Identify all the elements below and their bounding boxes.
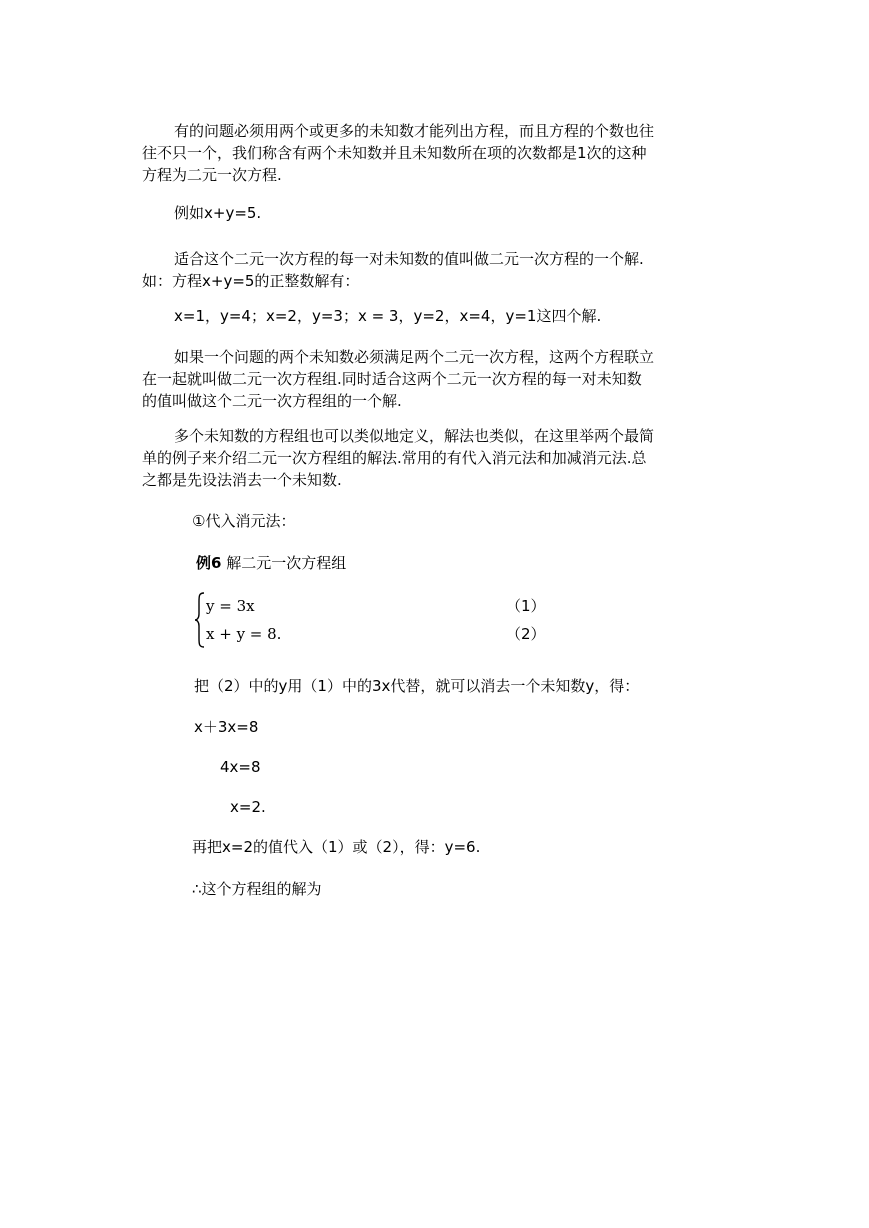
working-line-1: x＋3x=8	[194, 718, 259, 736]
paragraph-line: 如：方程x+y=5的正整数解有：	[142, 272, 360, 290]
conclusion-line: ∴这个方程组的解为	[192, 880, 322, 898]
left-brace-icon	[194, 592, 206, 648]
example-title	[196, 552, 346, 574]
paragraph-intro	[142, 120, 754, 186]
substitution-step: 把（2）中的y用（1）中的3x代替，就可以消去一个未知数y，得：	[194, 677, 640, 695]
equation-2-number: （2）	[506, 625, 546, 643]
working-line-3: x=2.	[230, 798, 266, 816]
paragraph-line: 的值叫做这个二元一次方程组的一个解.	[142, 392, 402, 410]
equation-2: x + y = 8.	[206, 625, 282, 643]
paragraph-line: 适合这个二元一次方程的每一对未知数的值叫做二元一次方程的一个解.	[174, 250, 644, 268]
equation-1-number: （1）	[506, 597, 546, 615]
paragraph-methods	[142, 425, 754, 491]
method-heading: ①代入消元法：	[192, 512, 296, 530]
paragraph-example-equation	[142, 202, 754, 224]
paragraph-line: 如果一个问题的两个未知数必须满足两个二元一次方程，这两个方程联立	[174, 348, 655, 366]
equation-1: y = 3x	[206, 597, 255, 615]
paragraph-line: x=1，y=4；x=2，y=3；x = 3，y=2，x=4，y=1这四个解.	[174, 307, 602, 325]
paragraph-line: 在一起就叫做二元一次方程组.同时适合这两个二元一次方程的每一对未知数	[142, 370, 642, 388]
paragraph-line: 例如x+y=5.	[174, 204, 262, 222]
example-label: 例6	[196, 554, 222, 572]
paragraph-line: 之都是先设法消去一个未知数.	[142, 471, 342, 489]
paragraph-solutions-list	[142, 305, 754, 327]
working-line-2: 4x=8	[220, 758, 261, 776]
equation-system	[194, 592, 554, 648]
back-substitution-step: 再把x=2的值代入（1）或（2），得：y=6.	[192, 838, 481, 856]
paragraph-solution-definition	[142, 248, 754, 292]
paragraph-line: 多个未知数的方程组也可以类似地定义，解法也类似，在这里举两个最简	[174, 427, 655, 445]
paragraph-line: 单的例子来介绍二元一次方程组的解法.常用的有代入消元法和加减消元法.总	[142, 449, 647, 467]
example-title-text: 解二元一次方程组	[226, 554, 347, 572]
paragraph-line: 有的问题必须用两个或更多的未知数才能列出方程，而且方程的个数也往	[174, 122, 655, 140]
paragraph-line: 方程为二元一次方程.	[142, 166, 282, 184]
paragraph-line: 往不只一个，我们称含有两个未知数并且未知数所在项的次数都是1次的这种	[142, 144, 647, 162]
paragraph-system-definition	[142, 346, 754, 412]
